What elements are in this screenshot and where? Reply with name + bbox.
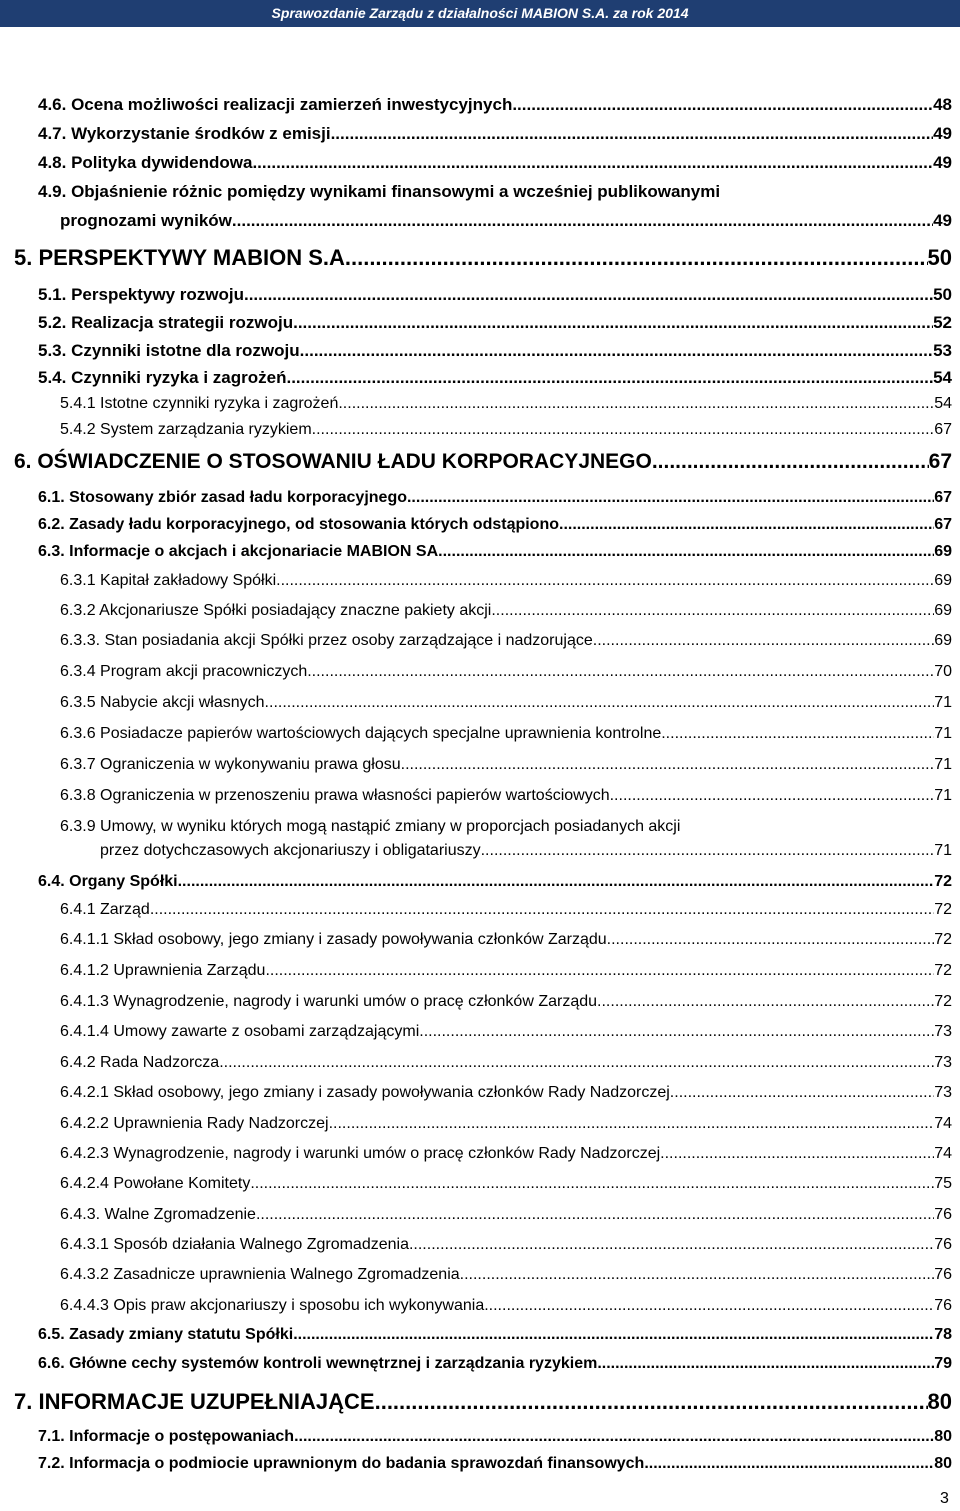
toc-entry-page: 69 xyxy=(934,602,952,619)
toc-entry[interactable] xyxy=(60,1175,952,1193)
toc-leader-dots xyxy=(460,1266,935,1284)
toc-entry-page: 78 xyxy=(934,1326,952,1343)
toc-entry-page: 70 xyxy=(934,663,952,680)
toc-leader-dots xyxy=(294,1428,934,1446)
toc-entry-title: 6.3. Informacje o akcjach i akcjonariacie MABION SA xyxy=(38,543,439,560)
toc-leader-dots xyxy=(438,543,934,561)
toc-leader-dots xyxy=(265,962,934,980)
toc-entry-page: 76 xyxy=(934,1236,952,1253)
toc-leader-dots xyxy=(409,1236,934,1254)
toc-entry-page: 72 xyxy=(934,931,952,948)
toc-entry[interactable] xyxy=(60,1145,952,1163)
toc-leader-dots xyxy=(329,1115,935,1133)
toc-entry-page: 74 xyxy=(934,1145,952,1162)
toc-leader-dots xyxy=(250,1175,934,1193)
toc-entry-title: 6.6. Główne cechy systemów kontroli wewnętrznej i zarządzania ryzykiem xyxy=(38,1355,598,1372)
toc-entry-page: 71 xyxy=(934,694,952,711)
toc-entry[interactable] xyxy=(60,663,952,681)
toc-entry[interactable] xyxy=(60,395,952,413)
toc-leader-dots xyxy=(597,993,934,1011)
toc-leader-dots xyxy=(338,395,934,413)
toc-entry-title: 6.3.8 Ograniczenia w przenoszeniu prawa własności papierów wartościowych xyxy=(60,787,610,804)
toc-entry[interactable] xyxy=(60,1206,952,1224)
toc-entry-title: 5.1. Perspektywy rozwoju xyxy=(38,285,244,304)
toc-entry-title: 6.5. Zasady zmiany statutu Spółki xyxy=(38,1326,294,1343)
toc-entry-title: 6.1. Stosowany zbiór zasad ładu korporacyjnego xyxy=(38,489,407,506)
toc-entry-page: 49 xyxy=(933,211,952,230)
toc-entry-title: 6.4.4.3 Opis praw akcjonariuszy i sposobu ich wykonywania xyxy=(60,1297,485,1314)
toc-entry[interactable] xyxy=(38,368,952,388)
toc-entry-title: 5.2. Realizacja strategii rozwoju xyxy=(38,313,294,332)
toc-entry[interactable] xyxy=(60,725,952,743)
toc-entry[interactable] xyxy=(60,931,952,949)
toc-entry-title: 6.3.1 Kapitał zakładowy Spółki xyxy=(60,572,277,589)
toc-entry-page: 76 xyxy=(934,1206,952,1223)
toc-entry-title: 6. OŚWIADCZENIE O STOSOWANIU ŁADU KORPORACYJNEGO xyxy=(14,450,652,473)
toc-leader-dots xyxy=(660,1145,934,1163)
toc-entry-page: 69 xyxy=(934,632,952,649)
toc-entry[interactable] xyxy=(38,489,952,507)
toc-entry[interactable] xyxy=(60,421,952,439)
toc-leader-dots xyxy=(178,873,935,891)
toc-entry-title: prognozami wyników xyxy=(60,211,232,230)
toc-entry-page: 80 xyxy=(927,1389,952,1414)
toc-entry[interactable] xyxy=(38,543,952,561)
toc-entry-title: 6.4.3.1 Sposób działania Walnego Zgromadzenia xyxy=(60,1236,409,1253)
toc-entry-page: 76 xyxy=(934,1266,952,1283)
toc-leader-dots xyxy=(351,245,928,271)
toc-entry[interactable] xyxy=(14,1389,952,1415)
toc-entry[interactable] xyxy=(60,1084,952,1102)
toc-entry-title: 6.3.6 Posiadacze papierów wartościowych dających specjalne uprawnienia kontrolne xyxy=(60,725,662,742)
toc-entry-title: 4.8. Polityka dywidendowa xyxy=(38,153,253,172)
toc-leader-dots xyxy=(512,95,933,115)
page-number: 3 xyxy=(940,1490,949,1507)
toc-entry[interactable] xyxy=(38,124,952,144)
toc-entry[interactable] xyxy=(38,1428,952,1446)
running-header: Sprawozdanie Zarządu z działalności MABION S.A. za rok 2014 xyxy=(0,0,960,27)
toc-entry-title: 6.4. Organy Spółki xyxy=(38,873,178,890)
toc-leader-dots xyxy=(232,211,933,231)
toc-entry[interactable] xyxy=(38,873,952,891)
toc-entry[interactable] xyxy=(38,182,952,202)
toc-entry-title: 4.7. Wykorzystanie środków z emisji xyxy=(38,124,331,143)
toc-entry[interactable] xyxy=(38,1455,952,1473)
toc-entry[interactable] xyxy=(60,602,952,620)
toc-entry-title: 6.4.1.2 Uprawnienia Zarządu xyxy=(60,962,266,979)
toc-leader-dots xyxy=(644,1455,934,1473)
toc-entry[interactable] xyxy=(14,450,952,474)
toc-entry-page: 72 xyxy=(934,993,952,1010)
toc-leader-dots xyxy=(293,313,933,333)
toc-entry-title: 6.3.9 Umowy, w wyniku których mogą nastąpić zmiany w proporcjach posiadanych akcji xyxy=(60,818,681,835)
toc-leader-dots xyxy=(300,341,933,361)
toc-entry[interactable] xyxy=(60,787,952,805)
toc-entry[interactable] xyxy=(14,245,952,271)
toc-leader-dots xyxy=(559,516,934,534)
toc-entry-title: 6.4.1 Zarząd xyxy=(60,901,150,918)
toc-entry-page: 72 xyxy=(934,962,952,979)
toc-entry-page: 69 xyxy=(934,543,952,560)
toc-entry-title: 7.1. Informacje o postępowaniach xyxy=(38,1428,295,1445)
toc-leader-dots xyxy=(286,368,933,388)
toc-leader-dots xyxy=(276,572,934,590)
toc-entry-title: 6.3.7 Ograniczenia w wykonywaniu prawa głosu xyxy=(60,756,401,773)
toc-entry-page: 73 xyxy=(934,1023,952,1040)
toc-entry-page: 76 xyxy=(934,1297,952,1314)
toc-entry-page: 72 xyxy=(934,873,952,890)
toc-entry-title: 6.4.2 Rada Nadzorcza xyxy=(60,1054,220,1071)
toc-entry[interactable] xyxy=(38,1326,952,1344)
toc-leader-dots xyxy=(652,450,929,474)
toc-entry-title: 5.4.2 System zarządzania ryzykiem xyxy=(60,421,312,438)
toc-entry-title: 7. INFORMACJE UZUPEŁNIAJĄCE xyxy=(14,1389,375,1414)
toc-leader-dots xyxy=(610,787,935,805)
toc-leader-dots xyxy=(331,124,934,144)
toc-entry-page: 67 xyxy=(934,516,952,533)
toc-entry[interactable] xyxy=(60,1266,952,1284)
toc-entry-page: 50 xyxy=(933,285,952,304)
toc-entry[interactable] xyxy=(60,962,952,980)
toc-entry-title: 6.4.1.3 Wynagrodzenie, nagrody i warunki umów o pracę członków Zarządu xyxy=(60,993,598,1010)
toc-entry-title: 6.4.3.2 Zasadnicze uprawnienia Walnego Zgromadzenia xyxy=(60,1266,460,1283)
toc-leader-dots xyxy=(484,1297,934,1315)
toc-leader-dots xyxy=(593,632,934,650)
toc-entry[interactable] xyxy=(60,1023,952,1041)
toc-leader-dots xyxy=(265,694,935,712)
toc-entry-title: 6.4.2.4 Powołane Komitety xyxy=(60,1175,251,1192)
toc-entry[interactable] xyxy=(38,153,952,173)
toc-entry-title: 5.4. Czynniki ryzyka i zagrożeń xyxy=(38,368,287,387)
toc-leader-dots xyxy=(150,901,934,919)
toc-entry[interactable] xyxy=(60,818,952,836)
toc-entry[interactable] xyxy=(38,313,952,333)
toc-entry-page: 71 xyxy=(934,842,952,859)
toc-entry-title: 6.4.2.2 Uprawnienia Rady Nadzorczej xyxy=(60,1115,329,1132)
toc-entry[interactable] xyxy=(60,1115,952,1133)
toc-entry[interactable] xyxy=(60,901,952,919)
toc-leader-dots xyxy=(401,756,935,774)
toc-entry[interactable] xyxy=(60,211,952,231)
toc-leader-dots xyxy=(597,1355,934,1373)
toc-entry[interactable] xyxy=(60,1297,952,1315)
toc-entry[interactable] xyxy=(38,516,952,534)
toc-entry[interactable] xyxy=(60,572,952,590)
toc-entry[interactable] xyxy=(38,95,952,115)
toc-leader-dots xyxy=(661,725,934,743)
toc-entry-title: przez dotychczasowych akcjonariuszy i obligatariuszy xyxy=(100,842,481,859)
toc-leader-dots xyxy=(307,663,934,681)
toc-entry-page: 75 xyxy=(934,1175,952,1192)
toc-entry-title: 5.3. Czynniki istotne dla rozwoju xyxy=(38,341,300,360)
toc-entry-page: 54 xyxy=(934,395,952,412)
toc-entry[interactable] xyxy=(38,341,952,361)
toc-entry-page: 73 xyxy=(934,1054,952,1071)
toc-entry[interactable] xyxy=(100,842,952,860)
toc-entry-title: 6.4.2.3 Wynagrodzenie, nagrody i warunki umów o pracę członków Rady Nadzorczej xyxy=(60,1145,661,1162)
toc-entry-page: 71 xyxy=(934,787,952,804)
toc-leader-dots xyxy=(491,602,934,620)
toc-entry-page: 67 xyxy=(934,421,952,438)
toc-entry-page: 54 xyxy=(933,368,952,387)
toc-leader-dots xyxy=(670,1084,934,1102)
toc-entry-title: 6.3.4 Program akcji pracowniczych xyxy=(60,663,308,680)
toc-entry[interactable] xyxy=(38,285,952,305)
toc-leader-dots xyxy=(375,1389,928,1415)
toc-entry-page: 49 xyxy=(933,153,952,172)
toc-entry-title: 6.4.1.1 Skład osobowy, jego zmiany i zasady powoływania członków Zarządu xyxy=(60,931,607,948)
toc-entry-page: 67 xyxy=(934,489,952,506)
toc-leader-dots xyxy=(244,285,933,305)
toc-entry-title: 4.6. Ocena możliwości realizacji zamierzeń inwestycyjnych xyxy=(38,95,513,114)
toc-entry-page: 53 xyxy=(933,341,952,360)
toc-entry-title: 5.4.1 Istotne czynniki ryzyka i zagrożeń xyxy=(60,395,339,412)
toc-entry[interactable] xyxy=(60,993,952,1011)
toc-entry[interactable] xyxy=(60,1054,952,1072)
toc-entry-title: 6.4.2.1 Skład osobowy, jego zmiany i zasady powoływania członków Rady Nadzorczej xyxy=(60,1084,670,1101)
toc-entry-title: 6.3.2 Akcjonariusze Spółki posiadający znaczne pakiety akcji xyxy=(60,602,492,619)
toc-leader-dots xyxy=(481,842,935,860)
toc-entry-page: 80 xyxy=(934,1455,952,1472)
toc-entry-title: 6.4.1.4 Umowy zawarte z osobami zarządzającymi xyxy=(60,1023,420,1040)
toc-leader-dots xyxy=(252,153,933,173)
toc-entry-title: 7.2. Informacja o podmiocie uprawnionym do badania sprawozdań finansowych xyxy=(38,1455,645,1472)
toc-entry-page: 74 xyxy=(934,1115,952,1132)
toc-entry-page: 67 xyxy=(928,450,952,473)
toc-leader-dots xyxy=(219,1054,934,1072)
toc-leader-dots xyxy=(256,1206,934,1224)
toc-entry-page: 50 xyxy=(927,245,952,270)
toc-leader-dots xyxy=(407,489,934,507)
toc-entry-title: 6.4.3. Walne Zgromadzenie xyxy=(60,1206,256,1223)
toc-leader-dots xyxy=(419,1023,934,1041)
toc-entry-title: 4.9. Objaśnienie różnic pomiędzy wynikami finansowymi a wcześniej publikowanymi xyxy=(38,182,721,201)
toc-entry[interactable] xyxy=(38,1355,952,1373)
toc-entry-page: 72 xyxy=(934,901,952,918)
toc-entry-page: 79 xyxy=(934,1355,952,1372)
toc-entry-page: 69 xyxy=(934,572,952,589)
toc-entry[interactable] xyxy=(60,1236,952,1254)
toc-entry-page: 52 xyxy=(933,313,952,332)
toc-entry-title: 6.3.5 Nabycie akcji własnych xyxy=(60,694,265,711)
toc-entry-page: 80 xyxy=(934,1428,952,1445)
toc-entry[interactable] xyxy=(60,694,952,712)
toc-entry-page: 49 xyxy=(933,124,952,143)
toc-leader-dots xyxy=(293,1326,934,1344)
toc-entry-page: 71 xyxy=(934,756,952,773)
toc-leader-dots xyxy=(607,931,935,949)
toc-leader-dots xyxy=(312,421,935,439)
toc-entry-title: 6.2. Zasady ładu korporacyjnego, od stosowania których odstąpiono xyxy=(38,516,559,533)
toc-entry-page: 73 xyxy=(934,1084,952,1101)
toc-entry-title: 5. PERSPEKTYWY MABION S.A. xyxy=(14,245,351,270)
toc-entry[interactable] xyxy=(60,756,952,774)
toc-entry-page: 71 xyxy=(934,725,952,742)
toc-entry-title: 6.3.3. Stan posiadania akcji Spółki przez osoby zarządzające i nadzorujące xyxy=(60,632,593,649)
toc-entry-page: 48 xyxy=(933,95,952,114)
toc-entry[interactable] xyxy=(60,632,952,650)
